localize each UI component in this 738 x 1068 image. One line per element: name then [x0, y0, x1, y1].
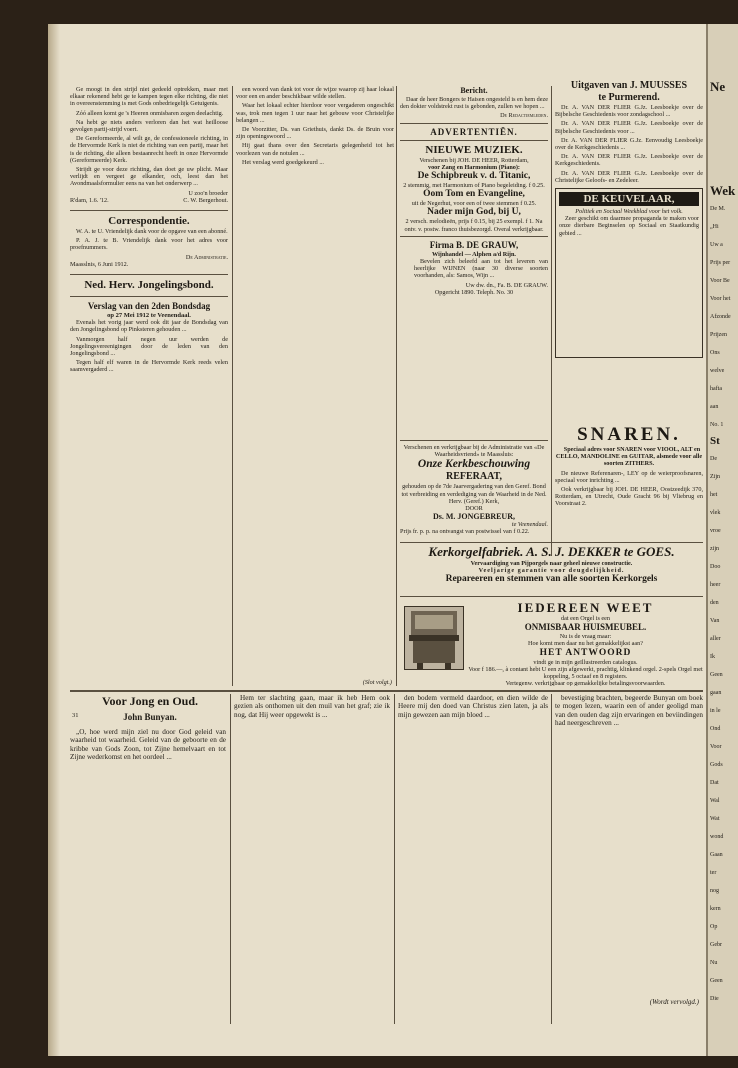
iedereen-top-rule: [400, 596, 703, 597]
bottom-col-1: [70, 728, 226, 1028]
kerkorgel-title: Kerkorgelfabriek. A. S. J. DEKKER te GOES.: [428, 544, 675, 559]
col2-para-4: Hij gaat thans over den Secretaris gelegenheid tot het voorlezen van de notulen ...: [236, 142, 394, 157]
schipbreuk-sub: 2 stemmig, met Harmonium of Piano begeleiding. f 0.25.: [403, 182, 545, 190]
edge-fragment: Zijn: [710, 474, 720, 480]
edge-fragment: De: [710, 456, 717, 462]
iedereen-q2: Hoe komt men daar nu het gemakkelijkst aan?: [528, 640, 643, 648]
kerkorgel-line-2: Veeljarige garantie voor deugdelijkheid.: [478, 567, 625, 575]
edge-fragment: den: [710, 600, 719, 606]
iedereen-sub2: ONMISBAAR HUISMEUBEL.: [524, 622, 647, 633]
edge-fragment: Die: [710, 996, 719, 1002]
col1-para-4: De Gereformeerde, al wilt ge, de confessioneele richting, in de Hervormde Kerk is niet de richting van een partij, maar het is de richting, die alleen bestaanrecht heeft in onze Hervormde (Gereformeerde) Kerk.: [70, 135, 228, 164]
col2-para-5: Het verslag werd goedgekeurd ...: [242, 158, 324, 166]
uitgaven-title: Uitgaven van J. MUUSSES: [570, 80, 688, 91]
bericht-title: Bericht.: [460, 86, 488, 95]
auteur: Ds. M. JONGEBREUR,: [432, 512, 515, 522]
snaren-address: Ook verkrijgbaar bij JOH. DE HEER, Oostzeedijk 370, Rotterdam, en Utrecht, Oude Gracht 96 bij Vliebrug en Voorstraat 2.: [555, 486, 703, 508]
edge-fragment: Ond: [710, 726, 721, 732]
iedereen-title: IEDEREEN WEET: [517, 600, 654, 615]
oom-tom-sub: uit de Negerhut, voor een of twee stemmen f 0.25.: [411, 200, 537, 208]
verslag-para-3: Tegen half elf waren in de Hervormde Kerk reeds velen saamvergaderd ...: [70, 359, 228, 374]
edge-fragment: in le: [710, 708, 721, 714]
referaat: REFERAAT,: [445, 471, 503, 483]
verslag-para-1: Evenals het vorig jaar werd ook dit jaar de Bondsdag van den Jongelingsbond op Pinksteren gehouden ...: [70, 319, 228, 334]
corr-place: Maasslnis, 6 Juni 1912.: [70, 260, 129, 268]
col1-para-1: Ge moogt in den strijd niet gedeeld optrekken, maar met elkaar rekenend hebt ge te kampen tegen elke richting, die niet in overeenstemming is met Gods onbedriegelijk Getuigenis.: [70, 86, 228, 108]
john-bunyan-subtitle: John Bunyan.: [123, 712, 177, 722]
referaat-text: gehouden op de 7de Jaarvergadering van den Geref. Bond tot verbreiding en verdediging van de Waarheid in de Ned. Herv. (Geref.) Kerk,: [401, 483, 547, 505]
verschenen-2: Verschenen en verkrijgbaar bij de Administratie van «De Waarheidsvriend» te Maassluis:: [403, 444, 545, 459]
col2-footer: (Slot volgt.): [362, 678, 392, 686]
col2-para-3: De Voorzitter, Ds. van Griethuis, dankt Ds. de Bruin voor zijn openingswoord ...: [236, 126, 394, 141]
edge-fragment: No. 1: [710, 422, 724, 428]
column-rule-2: [396, 86, 397, 686]
edge-fragment: Afzonde: [710, 314, 731, 320]
advertentien-title: ADVERTENTIËN.: [430, 126, 518, 137]
book-5: Dr. A. VAN DER FLIER G.Jz. Leesboekje over de Christelijke Geloofs- en Zedeleer.: [555, 169, 703, 184]
verslag-title: Verslag van den 2den Bondsdag: [87, 301, 211, 312]
firma-text: Bevelen zich beleefd aan tot het leveren van heerlijke WIJNEN (naar 30 diverse soorten voorhanden, als: Samos, Wijn ...: [414, 258, 548, 280]
snaren-text: Speciaal adres voor SNAREN voor VIOOL, ALT en CELLO, MANDOLINE en GUITAR, alsmede voor alle soorten ZITHERS.: [555, 446, 703, 468]
nieuwe-muziek: NIEUWE MUZIEK.: [425, 143, 523, 156]
organ-icon: [405, 607, 463, 669]
oom-tom: Oom Tom en Evangeline,: [423, 189, 525, 200]
bottom-col-3-text: den bodem vermeld daardoor, en dien wilde de Heere mij den doed van Christus zien laten, ja als mijn gewezen aan mijn bloed ...: [398, 694, 548, 719]
snaren-title: SNAREN.: [577, 424, 681, 445]
harmonium-illustration: [404, 606, 464, 670]
iedereen-text: vindt ge in mijn geïllustreerden catalogus.: [533, 658, 638, 666]
iedereen-text2: Voor f 186.—, à contant hebt U een zijn afgewerkt, prachtig, klinkend orgel. 2-spels Orgel met koppeling, 5 octaaf en 8 registers.: [468, 665, 703, 681]
keuvelaar-title: DE KEUVELAAR,: [559, 192, 699, 206]
bericht-text: Daar de heer Bongers te Haisen ongesteld is en hem deze den dokter voldstrekt rust is gebonden, zullen we hopen ...: [400, 96, 548, 111]
edge-fragment: Dat: [710, 780, 719, 786]
plaats: te Veenendaal.: [511, 521, 548, 529]
edge-fragment: Gebr: [710, 942, 722, 948]
edge-fragment: „Hi: [710, 224, 719, 230]
col1-para-2: Zóó alleen komt ge 's Heeren onmisbaren zegen deelachtig.: [76, 109, 224, 117]
edge-fragment: Wek: [710, 183, 736, 198]
edge-fragment: vroe: [710, 528, 721, 534]
edge-fragment: Ik: [710, 654, 715, 660]
bottom-col-2: [234, 694, 390, 1028]
kerkorgel-line-1: Vervaardiging van Pijporgels naar geheel nieuwe constructie.: [470, 560, 633, 567]
purmerend: te Purmerend.: [598, 92, 660, 103]
edge-fragment: welve: [710, 368, 725, 374]
edge-fragment: Wat: [710, 816, 720, 822]
iedereen-q: Nu is de vraag maar:: [559, 633, 612, 641]
kerkorgel-line-3: Repareeren en stemmen van alle soorten Kerkorgels: [445, 574, 658, 585]
bottom-rule-1: [230, 694, 231, 1024]
edge-fragment: Doo: [710, 564, 721, 570]
edge-fragment: De M.: [710, 206, 726, 212]
bottom-footer: (Wordt vervolgd.): [649, 997, 699, 1006]
column-rule-1: [232, 86, 233, 686]
col1-para-5: Strijdt ge voor deze richting, dan doet ge uw plicht. Maar verlijdt en vergeet ge elkander, och, leest dan het Avondmaalsformulier eens na van het onderwerp ...: [70, 166, 228, 188]
edge-fragment: Prijzen: [710, 332, 727, 338]
column-1: [70, 86, 228, 686]
iedereen-ad: [468, 600, 703, 686]
keuvelaar-sub: Politiek en Sociaal Weekblad voor het volk.: [575, 208, 683, 216]
edge-fragment: ter: [710, 870, 717, 876]
edge-fragment: vlek: [710, 510, 721, 516]
edge-fragment: wond: [710, 834, 724, 840]
col2-para-2: Waar het lokaal echter hierdoor voor vergaderen ongeschikt was, trok men tegen 1 uur naar het gebouw voor Christelijke belangen ...: [236, 102, 394, 124]
edge-fragment: aan: [710, 404, 719, 410]
column-rule-3: [551, 86, 552, 556]
ned-herv-title: Ned. Herv. Jongelingsbond.: [84, 279, 214, 292]
edge-fragment: Ne: [710, 79, 726, 94]
keuvelaar-box: [555, 188, 703, 358]
edge-fragment: Uw a: [710, 242, 723, 248]
edge-fragment: nog: [710, 888, 719, 894]
nader: Nader mijn God, bij U,: [427, 207, 521, 218]
book-2: Dr. A. VAN DER FLIER G.Jz. Leesboekje over de Bijbelsche Geschiedenis voor ...: [555, 120, 703, 135]
prijs: Prijs fr. p. p. na ontvangst van postwissel van f 0.22.: [400, 528, 530, 536]
edge-fragment: zijn: [710, 546, 719, 552]
col1-para-3: Na hebt ge niets anders verloren dan het wat heilloose gevolgen partij-strijd voert.: [70, 118, 228, 134]
nader-sub: 2 versch. melodieën, prijs f 0.15, bij 25 exempl. f 1. Na ontv. v. postw. franco thuisbezorgd. Overal verkrijgbaar.: [404, 218, 544, 233]
wijnhandel: Wijnhandel — Alphen a/d Rijn.: [432, 250, 516, 258]
voor-zang: voor Zang en Harmonium (Piano):: [427, 163, 520, 171]
col2-para-1: een woord van dank tot voor de wijze waarop zij haar lokaal voor een en ander beschikbaar wilde stellen.: [236, 86, 394, 101]
iedereen-text3: Vertegenw. verkrijgbaar op gemakkelijke betalingsvoorwaarden.: [505, 680, 666, 686]
keuvelaar-text: Zeer geschikt om daarmee propaganda te maken voor onze dierbare Beginselen op Sociaal en Staatkundig gebied ...: [559, 215, 699, 237]
edge-fragment: Geen: [710, 978, 723, 984]
corr-item-1: W. A. te U. Vriendelijk dank voor de opgave van een abonné.: [76, 228, 228, 236]
page-spine-shadow: [48, 24, 60, 1056]
corr-item-2: P. A. J. te B. Vriendelijk dank voor het adres voor proefnummers.: [70, 237, 228, 252]
corr-admin: De Administratie.: [185, 253, 228, 261]
schipbreuk: De Schipbreuk v. d. Titanic,: [417, 171, 531, 182]
iedereen-antwoord: HET ANTWOORD: [539, 647, 632, 658]
bericht-sign: De Redactiemleden.: [500, 112, 548, 120]
bottom-col-4: [555, 694, 703, 1028]
edge-fragment: kern: [710, 906, 721, 912]
edge-fragment: Prijs per: [710, 260, 731, 266]
column-2: [236, 86, 394, 686]
bottom-col-3: [398, 694, 548, 1028]
edge-fragment: Gods: [710, 762, 723, 768]
kerkorgel-ad: [400, 544, 703, 594]
column-3-lower: [400, 440, 548, 540]
snaren-referenaren: De nieuwe Referenaren-, LEY op de weierproofsnaren, speciaal voor inrichting ...: [555, 469, 703, 484]
edge-fragment: hafta: [710, 386, 722, 392]
edge-fragment: Ons: [710, 350, 720, 356]
edge-fragment: Wal: [710, 798, 720, 804]
telefoon: Opgericht 1890. Teleph. No. 30: [434, 288, 514, 296]
edge-fragment: St: [710, 435, 720, 447]
edge-fragment: Voor het: [710, 296, 731, 302]
correspondentie-title: Correspondentie.: [108, 215, 190, 228]
edge-fragment: het: [710, 492, 718, 498]
kerkorgel-top-rule: [400, 542, 703, 543]
edge-fragment: Op: [710, 924, 718, 930]
bottom-section-rule: [70, 690, 703, 692]
door: DOOR: [465, 505, 483, 513]
verslag-para-2: Vanmorgen half negen uur werden de Jongelingsvereenigingen door de leden van den Jongelingsbond ...: [70, 335, 228, 358]
place-date: R'dam, 1.6. '12.: [70, 196, 109, 204]
edge-fragment: Geen: [710, 672, 723, 678]
book-1: Dr. A. VAN DER FLIER G.Jz. Leesboekje over de Bijbelsche Geschiedenis voor zondagschool ...: [555, 104, 703, 119]
firma-title: Firma B. DE GRAUW,: [429, 239, 519, 250]
bottom-rule-2: [394, 694, 395, 1024]
snaren-ad: [555, 424, 703, 534]
edge-fragment: Voor Be: [710, 278, 730, 284]
voor-jong-title: Voor Jong en Oud.: [101, 694, 199, 708]
edge-fragment: heer: [710, 582, 721, 588]
bottom-rule-3: [551, 694, 552, 1024]
adjacent-page-edge: [706, 24, 738, 1056]
iedereen-sub1: dat een Orgel is een: [560, 615, 611, 622]
edge-fragment: Van: [710, 618, 720, 624]
verschenen-text: Verschenen bij JOH. DE HEER, Rotterdam,: [419, 156, 529, 164]
edge-fragment: gaan: [710, 690, 722, 696]
edge-fragment: Gaan: [710, 852, 723, 858]
book-4: Dr. A. VAN DER FLIER G.Jz. Leesboekje over de Kerkgeschiedenis.: [555, 153, 703, 168]
column-3: [400, 86, 548, 438]
column-4: [555, 80, 703, 370]
bottom-col-1-text: „O, hoe werd mijn ziel nu door God geleid van waarheid tot waarheid. Geleid van de geboorte en de kribbe van Gods Zoon, tot Zijne hemelvaart en tot Zijne wederkomst en het oordeel ...: [70, 728, 226, 762]
firma-sign: Uw dw. dn., Fa. B. DE GRAUW.: [465, 281, 548, 289]
edge-fragment: Voor: [710, 744, 722, 750]
edge-fragment: aller: [710, 636, 721, 642]
kerkbeschouwing: Onze Kerkbeschouwing: [417, 458, 531, 471]
signature: C. W. Bergerhout.: [183, 196, 228, 204]
verslag-sub: op 27 Mei 1912 te Veenendaal.: [107, 312, 191, 320]
edge-fragment: Nu: [710, 960, 718, 966]
bottom-col-2-text: Hem ter slachting gaan, maar ik heb Hem ook gezien als onthomen uit den muil van het graf; zie ik nog, dat Hij weer opgewekt is ...: [234, 694, 390, 719]
signoff: U zoo'n broeder: [188, 189, 228, 197]
bottom-col-4-text: bevestiging brachten, begeerde Bunyan om boek te mogen lezen, waarin een of ander geoligd man van den ouden dag zijn ervaringen en beviindingen had neergeschreven ...: [555, 694, 703, 728]
episode-number: 31: [72, 712, 79, 719]
book-3: Dr. A. VAN DER FLIER G.Jz. Eenvoudig Leesboekje over de Kerkgeschiedenis ...: [555, 136, 703, 152]
